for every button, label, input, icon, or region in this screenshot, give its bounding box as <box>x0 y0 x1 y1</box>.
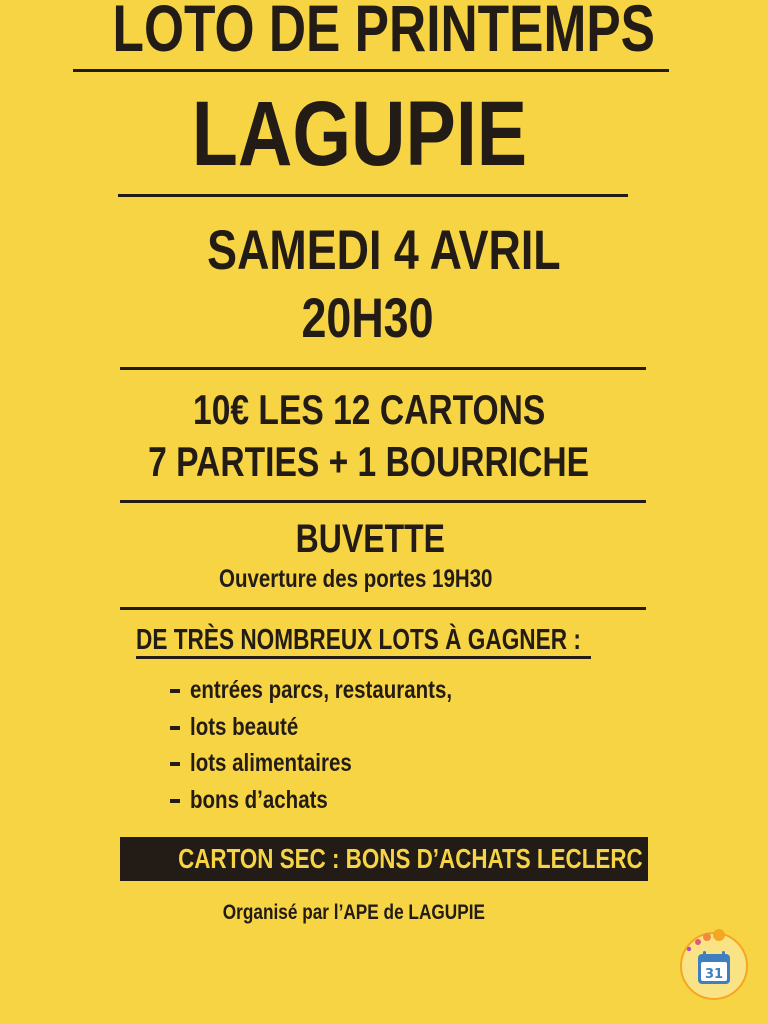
divider-rule <box>73 69 669 72</box>
dash-bullet <box>170 799 180 803</box>
buvette-label: BUVETTE <box>295 517 445 561</box>
calendar-badge[interactable] <box>676 926 752 1002</box>
carton-sec-banner: CARTON SEC : BONS D’ACHATS LECLERC <box>120 837 648 881</box>
calendar-day: 31 <box>704 967 724 982</box>
prizes-heading-underline <box>136 656 591 659</box>
dash-bullet <box>170 726 180 730</box>
poster-title-line1: LOTO DE PRINTEMPS <box>112 0 656 65</box>
prizes-list <box>170 672 510 818</box>
organizer-line: Organisé par l’APE de LAGUPIE <box>222 901 486 924</box>
divider-rule <box>118 194 628 197</box>
dash-bullet <box>170 689 180 693</box>
prizes-heading: DE TRÈS NOMBREUX LOTS À GAGNER : <box>136 620 706 660</box>
calendar-icon <box>676 926 752 1002</box>
divider-rule <box>120 367 646 370</box>
list-item: lots alimentaires <box>170 745 510 782</box>
event-date: SAMEDI 4 AVRIL <box>207 218 561 281</box>
games-info: 7 PARTIES + 1 BOURRICHE <box>148 438 590 485</box>
list-item: entrées parcs, restaurants, <box>170 672 510 709</box>
event-time: 20H30 <box>301 286 435 349</box>
list-item: lots beauté <box>170 709 510 746</box>
doors-opening: Ouverture des portes 19H30 <box>219 565 493 593</box>
divider-rule <box>120 607 646 610</box>
poster-title-line2: LAGUPIE <box>191 83 527 185</box>
dash-bullet <box>170 762 180 766</box>
list-item: bons d’achats <box>170 782 510 819</box>
ticket-price: 10€ LES 12 CARTONS <box>192 386 546 433</box>
divider-rule <box>120 500 646 503</box>
